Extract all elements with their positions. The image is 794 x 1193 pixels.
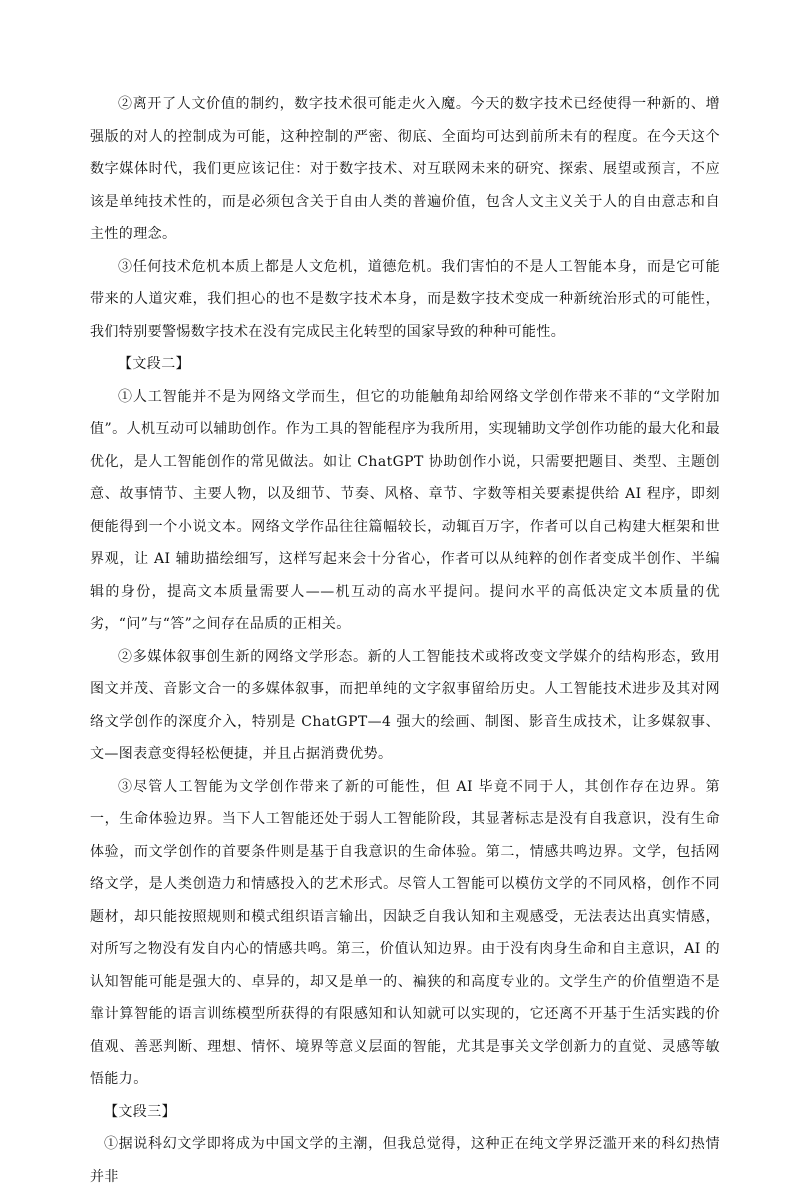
section-heading-2: 【文段二】 — [118, 356, 190, 372]
paragraph-4: ②多媒体叙事创生新的网络文学形态。新的人工智能技术或将改变文学媒介的结构形态，致用图文并茂、音影文合一的多媒体叙事，而把单纯的文字叙事留给历史。人工智能技术进步及其对网络文学创作的深度介入，特别是 ChatGPT—4 强大的绘画、制图、影音生成技术，让多媒叙事、文—图表意变得轻松便捷，并且占据消费优势。 — [90, 648, 720, 762]
paragraph-1: ②离开了人文价值的制约，数字技术很可能走火入魔。今天的数字技术已经使得一种新的、增强版的对人的控制成为可能，这种控制的严密、彻底、全面均可达到前所未有的程度。在今天这个数字媒体时代，我们更应该记住：对于数字技术、对互联网未来的研究、探索、展望或预言，不应该是单纯技术性的，而是必须包含关于自由人类的普遍价值，包含人文主义关于人的自由意志和自主性的理念。 — [90, 96, 720, 242]
paragraph-5: ③尽管人工智能为文学创作带来了新的可能性，但 AI 毕竟不同于人，其创作存在边界。第一，生命体验边界。当下人工智能还处于弱人工智能阶段，其显著标志是没有自我意识，没有生命体验，而文学创作的首要条件则是基于自我意识的生命体验。第二，情感共鸣边界。文学，包括网络文学，是人类创造力和情感投入的艺术形式。尽管人工智能可以模仿文学的不同风格，创作不同题材，却只能按照规则和模式组织语言输出，因缺乏自我认知和主观感受，无法表达出真实情感，对所写之物没有发自内心的情感共鸣。第三，价值认知边界。由于没有肉身生命和自主意识，AI 的认知智能可能是强大的、卓异的，却又是单一的、褊狭的和高度专业的。文学生产的价值塑造不是靠计算智能的语言训练模型所获得的有限感知和认知就可以实现的，它还离不开基于生活实践的价值观、善恶判断、理想、情怀、境界等意义层面的智能，尤其是事关文学创新力的直觉、灵感等敏悟能力。 — [90, 778, 720, 1087]
paragraph-3: ①人工智能并不是为网络文学而生，但它的功能触角却给网络文学创作带来不菲的“文学附加值”。人机互动可以辅助创作。作为工具的智能程序为我所用，实现辅助文学创作功能的最大化和最优化，是人工智能创作的常见做法。如让 ChatGPT 协助创作小说，只需要把题目、类型、主题创意、故事情节、主要人物，以及细节、节奏、风格、章节、字数等相关要素提供给 AI 程序，即刻便能得到一个小说文本。网络文学作品往往篇幅较长，动辄百万字，作者可以自己构建大框架和世界观，让 AI 辅助描绘细写，这样写起来会十分省心，作者可以从纯粹的创作者变成半创作、半编辑的身份，提高文本质量需要人——机互动的高水平提问。提问水平的高低决定文本质量的优劣，“问”与“答”之间存在品质的正相关。 — [90, 388, 720, 632]
paragraph-2: ③任何技术危机本质上都是人文危机，道德危机。我们害怕的不是人工智能本身，而是它可能带来的人道灾难，我们担心的也不是数字技术本身，而是数字技术变成一种新统治形式的可能性，我们特别要警惕数字技术在没有完成民主化转型的国家导致的种种可能性。 — [90, 258, 720, 340]
document-page — [90, 88, 720, 1193]
section-heading-3: 【文段三】 — [104, 1103, 176, 1120]
paragraph-6: ①据说科幻文学即将成为中国文学的主潮，但我总觉得，这种正在纯文学界泛滥开来的科幻热情并非 — [90, 1136, 720, 1185]
